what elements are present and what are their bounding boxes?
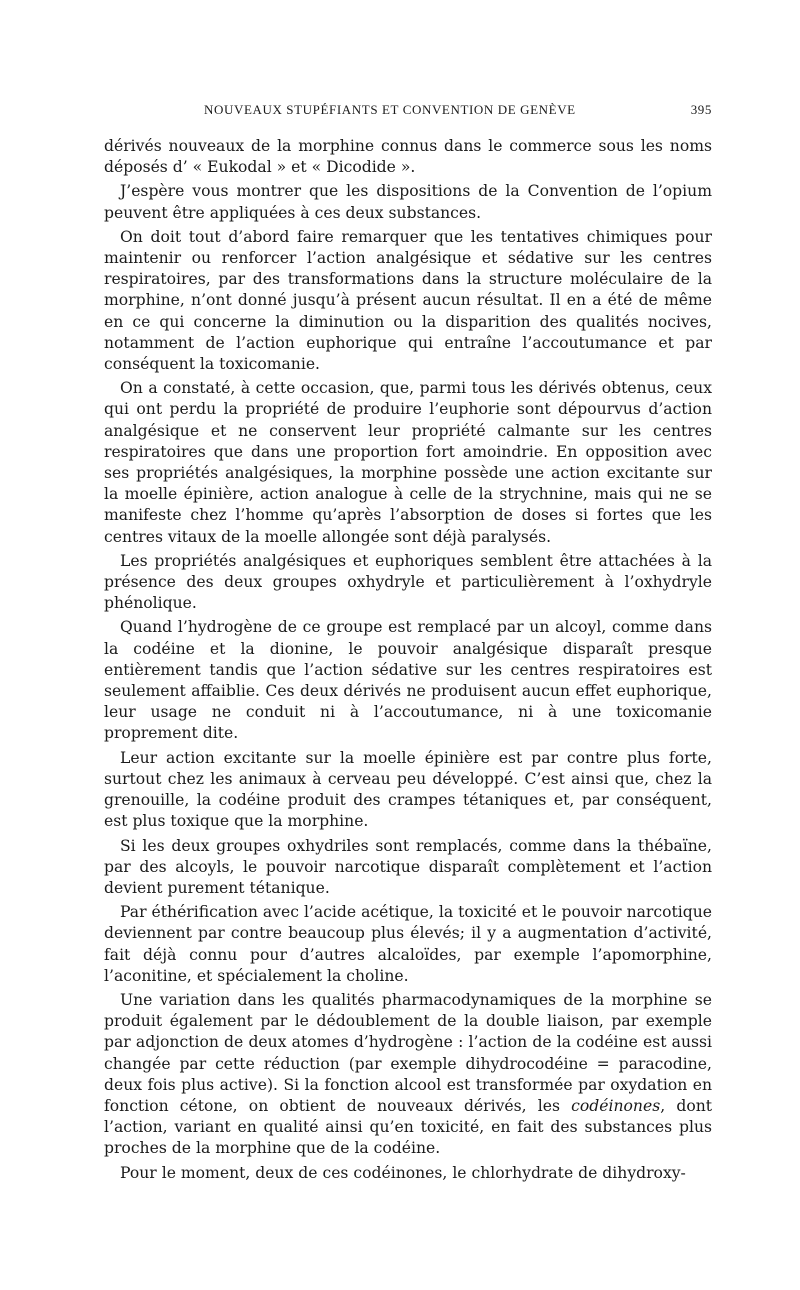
paragraph-9: Par éthérification avec l’acide acétique, la toxicité et le pouvoir narcotique deviennent par contre beaucoup plus élevés; il y a augmentation d’activité, fait déjà connu pour d’autres alcaloïdes, par exemple l’apomorphine, l’aconitine, et spécialement la choline. bbox=[104, 903, 712, 985]
paragraph-10 bbox=[104, 990, 712, 1160]
paragraph-6: Quand l’hydrogène de ce groupe est remplacé par un alcoyl, comme dans la codéine et la dionine, le pouvoir analgésique disparaît presque entièrement tandis que l’action sédative sur les centres respiratoires est seulement affaiblie. Ces deux dérivés ne produisent aucun effet euphorique, leur usage ne conduit ni à l’accoutumance, ni à une toxicomanie proprement dite. bbox=[104, 618, 712, 743]
running-title: NOUVEAUX STUPÉFIANTS ET CONVENTION DE GENÈVE bbox=[204, 102, 576, 117]
running-head bbox=[104, 102, 712, 124]
paragraph-3: On doit tout d’abord faire remarquer que les tentatives chimiques pour maintenir ou renforcer l’action analgésique et sédative sur les centres respiratoires, par des transformations dans la structure moléculaire de la morphine, n’ont donné jusqu’à présent aucun résultat. Il en a été de même en ce qui concerne la diminution ou la disparition des qualités nocives, notamment de l’action euphorique qui entraîne l’accoutumance et par conséquent la toxicomanie. bbox=[104, 227, 712, 374]
italic-term-codeinones: codéinones bbox=[571, 1096, 661, 1115]
paragraph-4: On a constaté, à cette occasion, que, parmi tous les dérivés obtenus, ceux qui ont perdu la propriété de produire l’euphorie sont dépourvus d’action analgésique et ne conservent leur propriété calmante sur les centres respiratoires que dans une proportion fort amoindrie. En opposition avec ses propriétés analgésiques, la morphine possède une action excitante sur la moelle épinière, action analogue à celle de la strychnine, mais qui ne se manifeste chez l’homme qu’après l’absorption de doses si fortes que les centres vitaux de la moelle allongée sont déjà paralysés. bbox=[104, 379, 712, 546]
paragraph-10-part-1: Une variation dans les qualités pharmacodynamiques de la morphine se produit également par le dédoublement de la double liaison, par exemple par adjonction de deux atomes d’hydrogène : l’action de la codéine est aussi changée par cette réduction (par exemple dihydrocodéine = paracodine, deux fois plus active). Si la fonction alcool est transformée par oxydation en fonction cétone, on obtient de nouveaux dérivés, les bbox=[104, 990, 712, 1115]
paragraph-11: Pour le moment, deux de ces codéinones, le chlorhydrate de dihydroxy- bbox=[120, 1163, 686, 1182]
paragraph-10-part-2: , dont l’action, variant en qualité ainsi qu’en toxicité, en fait des substances plus proches de la morphine que de la codéine. bbox=[104, 1096, 713, 1158]
page-number: 395 bbox=[690, 102, 712, 117]
paragraph-5: Les propriétés analgésiques et euphoriques semblent être attachées à la présence des deux groupes oxhydryle et particulièrement à l’oxhydryle phénolique. bbox=[104, 551, 712, 613]
paragraph-7: Leur action excitante sur la moelle épinière est par contre plus forte, surtout chez les animaux à cerveau peu développé. C’est ainsi que, chez la grenouille, la codéine produit des crampes tétaniques et, par conséquent, est plus toxique que la morphine. bbox=[104, 748, 712, 831]
paragraph-2: J’espère vous montrer que les dispositions de la Convention de l’opium peuvent être appliquées à ces deux substances. bbox=[104, 182, 712, 222]
paragraph-1: dérivés nouveaux de la morphine connus dans le commerce sous les noms déposés d’ « Eukodal » et « Dicodide ». bbox=[104, 137, 712, 177]
body-text bbox=[104, 136, 712, 1187]
paragraph-8: Si les deux groupes oxhydriles sont remplacés, comme dans la thébaïne, par des alcoyls, le pouvoir narcotique disparaît complètement et l’action devient purement tétanique. bbox=[104, 836, 712, 897]
